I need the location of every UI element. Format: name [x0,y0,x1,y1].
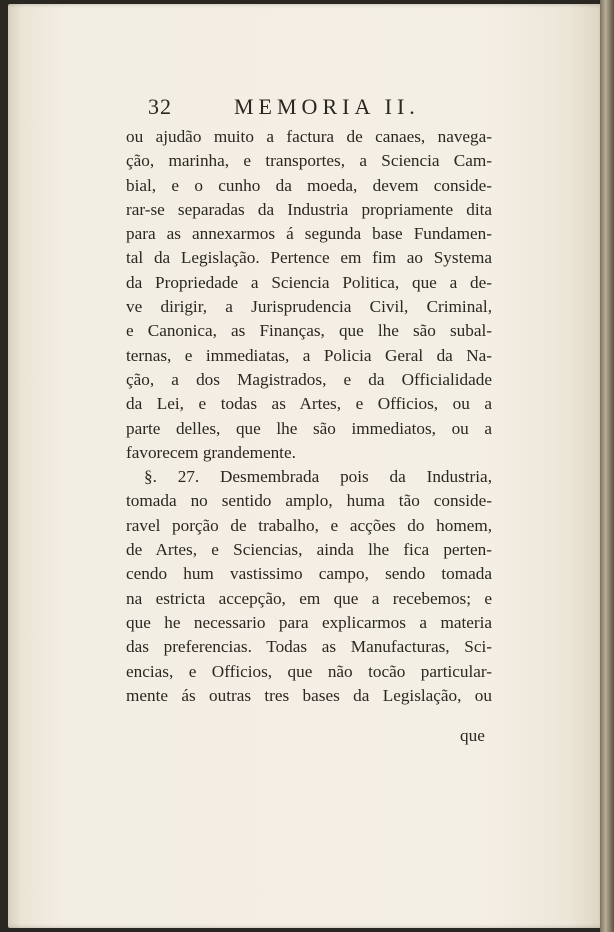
page-header [148,94,448,120]
text-line: tomada no sentido amplo, huma tão conside- [126,491,492,511]
text-line: ve dirigir, a Jurisprudencia Civil, Criminal, [126,297,492,317]
text-line: ravel porção de trabalho, e acções do homem, [126,515,492,535]
page-number: 32 [148,94,172,119]
text-line: parte delles, que lhe são immediatos, ou a [126,418,492,438]
text-line: de Artes, e Sciencias, ainda lhe fica perten- [126,540,492,560]
section-start-line: §. 27. Desmembrada pois da Industria, [144,467,492,487]
text-line: encias, e Officios, que não tocão particular- [126,661,492,681]
text-line: da Lei, e todas as Artes, e Officios, ou a [126,394,492,414]
catchword: que [460,726,485,745]
text-line: da Propriedade a Sciencia Politica, que a de- [126,272,492,292]
running-title: MEMORIA II. [234,94,420,119]
text-line: ção, marinha, e transportes, a Sciencia Cam- [126,151,492,171]
text-line: para as annexarmos á segunda base Fundamen- [126,224,492,244]
text-line: rar-se separadas da Industria propriamente dita [126,199,492,219]
text-line: favorecem grandemente. [126,442,296,462]
text-line: e Canonica, as Finanças, que lhe são subal- [126,321,492,341]
text-line: das preferencias. Todas as Manufacturas, Sci- [126,637,492,657]
text-line: que he necessario para explicarmos a materia [126,612,492,632]
text-line: ção, a dos Magistrados, e da Officialidade [126,369,492,389]
text-line: ternas, e immediatas, a Policia Geral da Na- [126,345,492,365]
text-line: mente ás outras tres bases da Legislação, ou [126,685,492,705]
body-text [126,125,492,708]
text-line: cendo hum vastissimo campo, sendo tomada [126,564,492,584]
book-edge [600,0,614,932]
book-page [8,4,604,928]
text-line: na estricta accepção, em que a recebemos; e [126,588,492,608]
text-line: tal da Legislação. Pertence em fim ao Systema [126,248,492,268]
text-line: ou ajudão muito a factura de canaes, navega- [126,127,492,146]
text-line: bial, e o cunho da moeda, devem conside- [126,175,492,195]
